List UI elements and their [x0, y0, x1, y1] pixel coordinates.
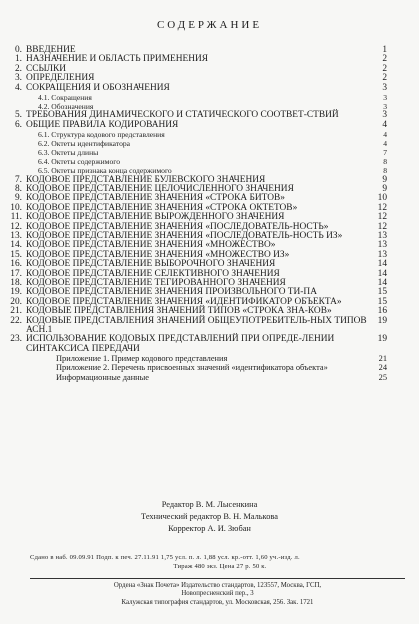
toc-entry-number: 14. — [10, 240, 22, 251]
tech-editor-line: Технический редактор В. Н. Малькова — [141, 512, 278, 521]
toc-entry-page: 14 — [377, 259, 387, 270]
toc-entry-title: КОДОВОЕ ПРЕДСТАВЛЕНИЕ СЕЛЕКТИВНОГО ЗНАЧЕНИЯ — [26, 268, 280, 279]
toc-entry-title: КОДОВЫЕ ПРЕДСТАВЛЕНИЯ ЗНАЧЕНИЙ ОБЩЕУПОТРЕБИТЕЛЬ-НЫХ ТИПОВ АСН.1 — [26, 315, 367, 335]
toc-entry-title: Приложение 1. Пример кодового представления — [56, 354, 228, 364]
toc-entry-title: 6.5. Октеты признака конца содержимого — [38, 166, 172, 176]
toc-entry-title: КОДОВОЕ ПРЕДСТАВЛЕНИЕ ЗНАЧЕНИЯ «МНОЖЕСТВО ИЗ» — [26, 249, 290, 260]
toc-entry-page: 21 — [378, 354, 387, 364]
toc-entry-page: 2 — [382, 73, 387, 84]
toc-entry-page: 16 — [377, 306, 387, 317]
toc-entry — [0, 121, 419, 130]
toc-entry-number: 12. — [10, 221, 22, 232]
toc-entry-title: ОПРЕДЕЛЕНИЯ — [26, 73, 95, 84]
toc-entry-page: 12 — [377, 212, 387, 223]
toc-entry-title: КОДОВОЕ ПРЕДСТАВЛЕНИЕ ЗНАЧЕНИЯ «МНОЖЕСТВО» — [26, 240, 276, 251]
toc-entry-title: КОДОВОЕ ПРЕДСТАВЛЕНИЕ ЗНАЧЕНИЯ «СТРОКА БИТОВ» — [26, 193, 285, 204]
toc-entry-page: 8 — [383, 166, 387, 176]
toc-entry-page: 13 — [377, 249, 387, 260]
toc-entry-page: 15 — [377, 296, 387, 307]
toc-entry-title: КОДОВОЕ ПРЕДСТАВЛЕНИЕ ЦЕЛОЧИСЛЕННОГО ЗНАЧЕНИЯ — [26, 183, 294, 194]
toc-entry-page: 14 — [377, 277, 387, 288]
print-info-line-2: Тираж 480 экз. Цена 27 р. 50 к. — [173, 563, 267, 570]
toc-entry — [0, 130, 419, 139]
toc-entry — [0, 373, 419, 382]
toc-entry-page: 12 — [377, 221, 387, 232]
toc-entry-page: 12 — [377, 202, 387, 213]
toc-entry-number: 8. — [14, 183, 22, 194]
toc-entry-number: 21. — [10, 306, 22, 317]
toc-entry-page: 25 — [378, 372, 387, 382]
toc-entry-number: 19. — [10, 287, 22, 298]
toc-entry-number: 4. — [14, 82, 22, 93]
toc-entry — [0, 93, 419, 102]
toc-entry-title: КОДОВЫЕ ПРЕДСТАВЛЕНИЯ ЗНАЧЕНИЙ ТИПОВ «СТРОКА ЗНА-КОВ» — [26, 306, 332, 317]
toc-entry-number: 23. — [10, 334, 22, 345]
toc-entry-title: КОДОВОЕ ПРЕДСТАВЛЕНИЕ ЗНАЧЕНИЯ «ПОСЛЕДОВАТЕЛЬ-НОСТЬ ИЗ» — [26, 230, 343, 241]
toc-entry-page: 3 — [383, 93, 387, 103]
footer-line-3: Калужская типография стандартов, ул. Московская, 256. Зак. 1721 — [121, 598, 314, 606]
toc-entry-number: 13. — [10, 230, 22, 241]
toc-entry-title: 6.3. Октеты длины — [38, 148, 99, 158]
toc-entry-title: КОДОВОЕ ПРЕДСТАВЛЕНИЕ ЗНАЧЕНИЯ «СТРОКА ОКТЕТОВ» — [26, 202, 298, 213]
toc-entry-number: 3. — [14, 73, 22, 84]
corrector-line: Корректор А. И. Зюбан — [168, 524, 251, 533]
toc-entry-title: КОДОВОЕ ПРЕДСТАВЛЕНИЕ ЗНАЧЕНИЯ ПРОИЗВОЛЬНОГО ТИ-ПА — [26, 287, 317, 298]
toc-entry-number: 1. — [14, 54, 22, 65]
toc-entry-title: КОДОВОЕ ПРЕДСТАВЛЕНИЕ ВЫБОРОЧНОГО ЗНАЧЕНИЯ — [26, 259, 276, 270]
credits — [0, 500, 419, 536]
toc-entry-page: 3 — [382, 82, 387, 93]
toc-entry-number: 16. — [10, 259, 22, 270]
toc-entry-title: КОДОВОЕ ПРЕДСТАВЛЕНИЕ ЗНАЧЕНИЯ «ИДЕНТИФИКАТОР ОБЪЕКТА» — [26, 296, 342, 307]
toc-entry — [0, 317, 419, 336]
toc-entry-page: 4 — [382, 119, 387, 130]
toc-entry-title: КОДОВОЕ ПРЕДСТАВЛЕНИЕ ЗНАЧЕНИЯ «ПОСЛЕДОВАТЕЛЬ-НОСТЬ» — [26, 221, 329, 232]
toc-entry-page: 9 — [382, 174, 387, 185]
toc-entry — [0, 139, 419, 148]
toc-entry — [0, 363, 419, 372]
toc-entry-title: 4.2. Обозначения — [38, 102, 94, 112]
toc-entry-title: СОКРАЩЕНИЯ И ОБОЗНАЧЕНИЯ — [26, 82, 170, 93]
toc-entry-page: 4 — [383, 139, 387, 149]
toc-entry-number: 7. — [14, 174, 22, 185]
toc-entry-title: ВВЕДЕНИЕ — [26, 45, 76, 55]
toc-entry-page: 9 — [382, 183, 387, 194]
toc-entry-number: 10. — [10, 202, 22, 213]
toc-entry-page: 2 — [382, 63, 387, 74]
print-info — [30, 553, 410, 571]
toc-entry-title: НАЗНАЧЕНИЕ И ОБЛАСТЬ ПРИМЕНЕНИЯ — [26, 54, 209, 65]
toc-entry-number: 18. — [10, 277, 22, 288]
toc-entry-number: 20. — [10, 296, 22, 307]
toc-entry-page: 1 — [382, 45, 387, 55]
footer-line-1: Ордена «Знак Почета» Издательство стандартов, 123557, Москва, ГСП, — [113, 582, 322, 589]
print-info-line-1: Сдано в наб. 09.09.91 Подп. к печ. 27.11.91 1,75 усл. п. л. 1,88 усл. кр.-отт. 1,60 уч.-изд. л. — [30, 554, 300, 561]
toc-entry-page: 10 — [377, 193, 387, 204]
toc-entry-title: 6.1. Структура кодового представления — [38, 130, 165, 140]
toc-entry-number: 11. — [10, 212, 22, 223]
toc-entry-page: 24 — [378, 363, 387, 373]
toc-entry-title: 6.4. Октеты содержимого — [38, 157, 120, 167]
toc-entry-page: 7 — [383, 148, 387, 158]
toc-entry-number: 0. — [14, 45, 22, 55]
toc-entry-title: ОБЩИЕ ПРАВИЛА КОДИРОВАНИЯ — [26, 119, 179, 130]
toc-entry-title: КОДОВОЕ ПРЕДСТАВЛЕНИЕ ТЕГИРОВАННОГО ЗНАЧЕНИЯ — [26, 277, 286, 288]
divider — [30, 578, 405, 579]
toc-entry — [0, 84, 419, 93]
toc-entry-title: ССЫЛКИ — [26, 63, 67, 74]
toc-entry-page: 15 — [377, 287, 387, 298]
toc-entry-number: 9. — [14, 193, 22, 204]
toc-entry-title: 4.1. Сокращения — [38, 93, 92, 103]
toc-entry-title: ИСПОЛЬЗОВАНИЕ КОДОВЫХ ПРЕДСТАВЛЕНИЙ ПРИ ОПРЕДЕ-ЛЕНИИ СИНТАКСИСА ПЕРЕДАЧИ — [26, 334, 335, 354]
toc-entry-title: Приложение 2. Перечень присвоенных значений «идентификатора объекта» — [56, 363, 328, 373]
toc-entry-page: 13 — [377, 240, 387, 251]
toc-entry-page: 8 — [383, 157, 387, 167]
toc-entry-title: Информационные данные — [56, 372, 150, 382]
toc-entry-page: 13 — [377, 230, 387, 241]
toc-entry — [0, 354, 419, 363]
toc-entry — [0, 148, 419, 157]
toc-entry-number: 15. — [10, 249, 22, 260]
toc-entry-number: 22. — [10, 315, 22, 326]
footer-line-2: Новопресненский пер., 3 — [181, 590, 254, 598]
toc-entry-page: 19 — [377, 315, 387, 326]
table-of-contents — [0, 46, 419, 382]
editor-line: Редактор В. М. Лысенкина — [161, 500, 258, 509]
toc-entry-number: 6. — [14, 119, 22, 130]
toc-entry-page: 2 — [382, 54, 387, 65]
toc-entry-title: КОДОВОЕ ПРЕДСТАВЛЕНИЕ БУЛЕВСКОГО ЗНАЧЕНИЯ — [26, 174, 266, 185]
toc-entry-page: 3 — [382, 110, 387, 121]
toc-entry-title: КОДОВОЕ ПРЕДСТАВЛЕНИЕ ВЫРОЖДЕННОГО ЗНАЧЕНИЯ — [26, 212, 285, 223]
toc-entry-title: 6.2. Октеты идентификатора — [38, 139, 131, 149]
toc-entry-number: 17. — [10, 268, 22, 279]
toc-entry — [0, 157, 419, 166]
publisher-footer — [30, 582, 405, 607]
toc-entry-page: 14 — [377, 268, 387, 279]
toc-entry-page: 4 — [383, 130, 387, 140]
toc-entry-number: 2. — [14, 63, 22, 74]
toc-entry — [0, 335, 419, 354]
page-title: СОДЕРЖАНИЕ — [156, 19, 263, 31]
toc-entry-number: 5. — [14, 110, 22, 121]
toc-entry-page: 19 — [377, 334, 387, 345]
toc-entry-title: ТРЕБОВАНИЯ ДИНАМИЧЕСКОГО И СТАТИЧЕСКОГО СООТВЕТ-СТВИЙ — [26, 110, 339, 121]
toc-entry-page: 3 — [383, 102, 387, 112]
